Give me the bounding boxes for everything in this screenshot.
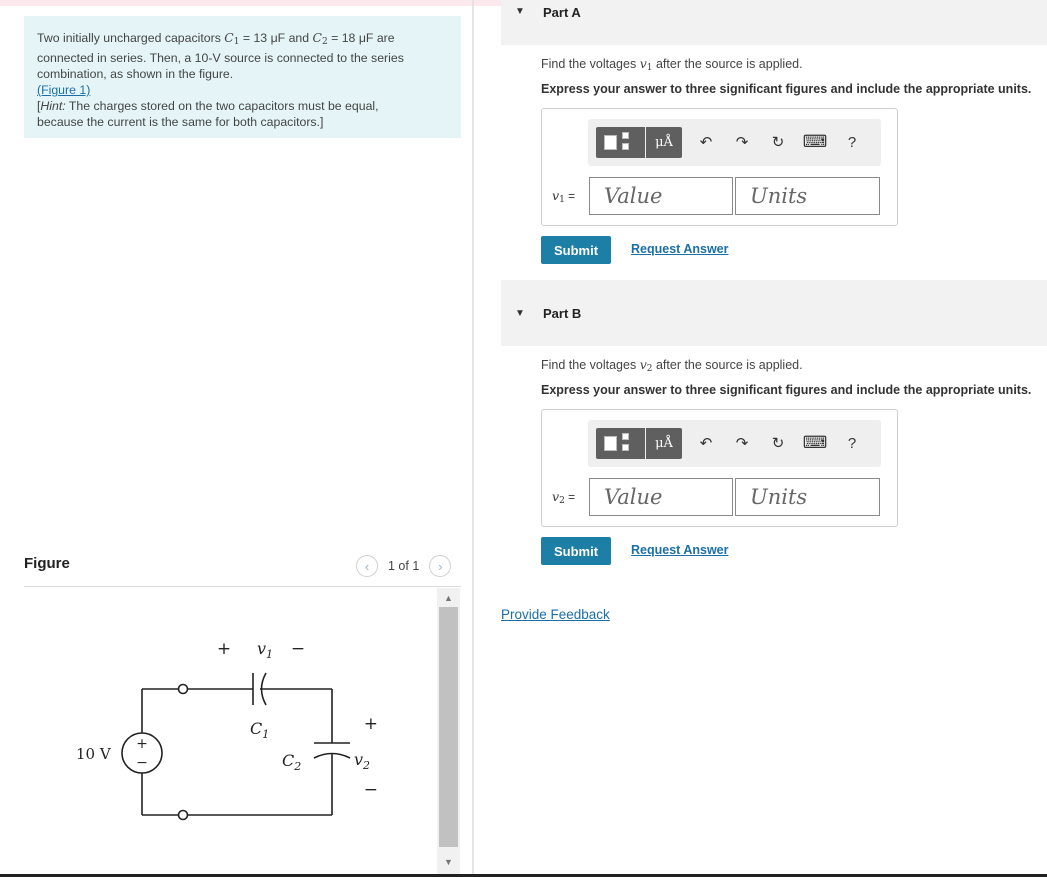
figure-scrollbar-thumb[interactable] — [439, 607, 458, 847]
next-figure-button[interactable]: › — [429, 555, 451, 577]
part-a-answer-row — [542, 177, 899, 215]
part-b-instruction: Express your answer to three significant figures and include the appropriate units. — [541, 383, 1032, 397]
part-b-request-answer-link[interactable]: Request Answer — [631, 543, 729, 557]
units-icon[interactable]: μÅ — [646, 127, 682, 158]
problem-intro: Two initially uncharged capacitors — [37, 31, 221, 45]
hint-label: Hint: — [40, 99, 66, 113]
v1-minus: − — [290, 639, 306, 659]
part-b-var-label: $v_2$ = — [552, 489, 576, 506]
templates-icon[interactable] — [596, 428, 645, 459]
panel-divider — [472, 0, 474, 877]
reset-icon[interactable]: ↻ — [771, 435, 785, 452]
figure-divider — [24, 586, 461, 587]
templates-icon[interactable] — [596, 127, 645, 158]
v1-label: $v_1$ — [257, 639, 274, 661]
part-b-question: Find the voltages $v_2$ after the source is applied. — [541, 357, 803, 374]
v2-minus: − — [363, 780, 378, 800]
c2-value: = 18 μF — [331, 31, 374, 45]
part-a-toolbar — [588, 119, 881, 166]
part-a-units-input[interactable] — [735, 177, 880, 215]
problem-line-3: combination, as shown in the figure. — [37, 67, 234, 81]
problem-line-2: connected in series. Then, a 10-V source is connected to the series — [37, 51, 404, 65]
part-a-instruction: Express your answer to three significant figures and include the appropriate units. — [541, 82, 1032, 96]
keyboard-icon[interactable]: ⌨ — [802, 132, 828, 151]
circuit-diagram — [60, 625, 380, 825]
units-icon[interactable]: μÅ — [646, 428, 682, 459]
c1-label: $C_1$ — [250, 719, 270, 741]
figure-title: Figure — [24, 555, 70, 572]
part-a-var: $v_1$ — [639, 56, 653, 73]
help-icon[interactable]: ? — [847, 434, 857, 452]
undo-icon[interactable]: ↶ — [699, 134, 713, 151]
part-b-units-input[interactable] — [735, 478, 880, 516]
provide-feedback-link[interactable]: Provide Feedback — [501, 607, 610, 622]
figure-pager — [356, 555, 451, 577]
c2-symbol: $C_2$ — [312, 31, 328, 47]
source-plus: + — [136, 736, 148, 752]
keyboard-icon[interactable]: ⌨ — [802, 433, 828, 452]
reset-icon[interactable]: ↻ — [771, 134, 785, 151]
figure-link[interactable]: (Figure 1) — [37, 83, 91, 97]
part-b-header[interactable] — [501, 280, 1047, 346]
source-label: 10 V — [76, 745, 111, 763]
and-text: and — [288, 31, 310, 45]
part-a-value-input[interactable] — [589, 177, 733, 215]
hint-line-1: [Hint: The charges stored on the two capacitors must be equal, — [37, 99, 379, 113]
problem-line-1 — [37, 30, 448, 50]
redo-icon[interactable]: ↷ — [735, 435, 749, 452]
help-icon[interactable]: ? — [847, 133, 857, 151]
scroll-up-icon[interactable]: ▲ — [444, 593, 453, 603]
part-b-answer-box — [541, 409, 898, 527]
part-a-submit-button[interactable]: Submit — [541, 236, 611, 264]
part-b-value-input[interactable] — [589, 478, 733, 516]
are-text: are — [376, 31, 395, 45]
part-b-var: $v_2$ — [639, 357, 653, 374]
c1-symbol: $C_1$ — [224, 31, 240, 47]
undo-icon[interactable]: ↶ — [699, 435, 713, 452]
v2-plus: + — [363, 714, 378, 734]
part-b-answer-row — [542, 478, 899, 516]
collapse-caret-icon[interactable]: ▼ — [515, 308, 525, 319]
problem-statement — [24, 16, 461, 138]
source-minus: − — [136, 755, 148, 771]
scroll-down-icon[interactable]: ▼ — [444, 857, 453, 867]
figure-page-count: 1 of 1 — [388, 559, 420, 573]
hint-line-2: because the current is the same for both capacitors.] — [37, 115, 324, 129]
v1-plus: + — [216, 639, 232, 659]
part-a-var-label: $v_1$ = — [552, 188, 576, 205]
part-a-title: Part A — [543, 5, 581, 20]
part-b-toolbar — [588, 420, 881, 467]
part-b-submit-button[interactable]: Submit — [541, 537, 611, 565]
part-b-title: Part B — [543, 306, 582, 321]
part-a-request-answer-link[interactable]: Request Answer — [631, 242, 729, 256]
redo-icon[interactable]: ↷ — [735, 134, 749, 151]
part-a-header[interactable] — [501, 0, 1047, 45]
c2-label: $C_2$ — [282, 751, 302, 773]
part-a-question: Find the voltages $v_1$ after the source is applied. — [541, 56, 803, 73]
c1-value: = 13 μF — [242, 31, 286, 45]
part-a-answer-box — [541, 108, 898, 226]
prev-figure-button[interactable]: ‹ — [356, 555, 378, 577]
v2-label: $v_2$ — [353, 750, 370, 772]
collapse-caret-icon[interactable]: ▼ — [515, 6, 525, 17]
